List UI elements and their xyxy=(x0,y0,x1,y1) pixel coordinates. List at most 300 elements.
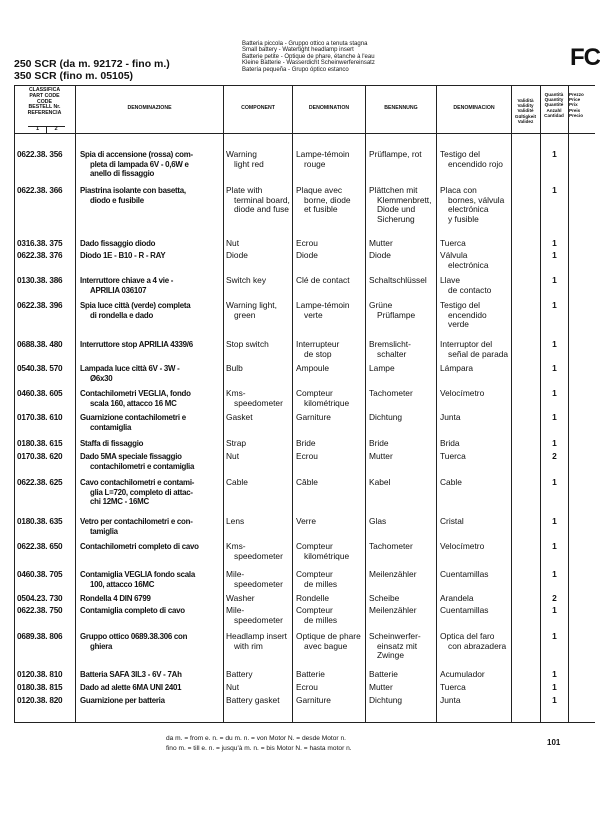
cell-line: Junta xyxy=(440,412,461,422)
header-text: PART CODE xyxy=(29,92,60,99)
cell-line: scala 160, attacco 16 MC xyxy=(90,398,177,408)
cell-line: Ecrou xyxy=(296,451,318,461)
cell-line: Cristal xyxy=(440,516,464,526)
cell-line: Velocímetro xyxy=(440,388,485,398)
col-header-spanish: DENOMINACION xyxy=(453,105,495,111)
cell-code: 0120.38. 820 xyxy=(17,696,63,705)
cell-fr xyxy=(296,594,364,604)
cell-line: 100, attacco 16MC xyxy=(90,579,155,589)
cell-code: 0688.38. 480 xyxy=(17,340,63,349)
cell-line: Prüflampe, rot xyxy=(369,149,422,159)
title-line: Batterie petite - Optique de phare, étanche à l'eau xyxy=(242,53,375,60)
cell-es xyxy=(440,301,510,330)
cell-code: 0460.38. 705 xyxy=(17,570,63,579)
cell-de xyxy=(369,452,435,462)
cell-line: Lampe-témoin xyxy=(296,300,350,310)
cell-line: Compteur xyxy=(296,541,333,551)
cell-line: einsatz mit xyxy=(377,640,418,651)
cell-line: electrónica xyxy=(448,204,489,215)
cell-line: Cable xyxy=(440,477,462,487)
cell-line: Mile- xyxy=(226,569,245,579)
cell-line: Junta xyxy=(440,695,461,705)
cell-line: Plate with xyxy=(226,185,263,195)
cell-fr xyxy=(296,452,364,462)
cell-line: chi 12MC - 16MC xyxy=(90,497,149,507)
cell-it xyxy=(80,364,222,383)
header-text: Cantidad xyxy=(544,112,564,118)
header-text: CODE xyxy=(37,98,52,105)
cell-es xyxy=(440,696,510,706)
cell-line: Zwinge xyxy=(377,650,404,661)
cell-line: Sicherung xyxy=(377,213,415,224)
cell-line: Glas xyxy=(369,516,387,526)
cell-de xyxy=(369,389,435,399)
cell-line: Guarnizione contachilometri e xyxy=(80,413,186,422)
cell-line: Ø6x30 xyxy=(90,373,113,383)
cell-fr xyxy=(296,389,364,408)
cell-line: diodo e fusibile xyxy=(90,195,144,205)
cell-line: Compteur xyxy=(296,388,333,398)
cell-de xyxy=(369,570,435,580)
cell-fr xyxy=(296,364,364,374)
cell-line: Warning xyxy=(226,149,257,159)
cell-code: 0460.38. 605 xyxy=(17,389,63,398)
cell-en xyxy=(226,478,291,488)
cell-line: Contamiglia completo di cavo xyxy=(80,606,185,615)
col-sub-2: 2 xyxy=(54,126,58,132)
footer-legend-from: da m. = from e. n. = du m. n. = von Motor N. = desde Motor n. xyxy=(166,735,346,742)
cell-fr xyxy=(296,670,364,680)
cell-es xyxy=(440,570,510,580)
cell-es xyxy=(440,517,510,527)
cell-en xyxy=(226,696,291,706)
cell-line: Acumulador xyxy=(440,669,485,679)
cell-line: Llave xyxy=(440,275,461,285)
cell-qty: 1 xyxy=(552,438,557,448)
cell-line: Mutter xyxy=(369,682,393,692)
cell-line: et fusible xyxy=(304,204,338,215)
cell-line: Grüne xyxy=(369,300,393,310)
cell-es xyxy=(440,632,510,651)
cell-fr xyxy=(296,150,364,169)
cell-es xyxy=(440,452,510,462)
cell-line: Interrupteur xyxy=(296,339,340,349)
cell-line: encendido xyxy=(448,309,487,320)
model-line-1: 250 SCR (da m. 92172 - fino m.) xyxy=(14,58,170,70)
cell-it xyxy=(80,439,222,449)
cell-code: 0622.38. 366 xyxy=(17,186,63,195)
cell-it xyxy=(80,340,222,350)
cell-line: Switch key xyxy=(226,275,267,285)
cell-qty: 1 xyxy=(552,477,557,487)
cell-line: Prüflampe xyxy=(377,309,416,320)
cell-line: Lampada luce città 6V - 3W - xyxy=(80,364,180,373)
cell-en xyxy=(226,594,291,604)
col-header-part-code xyxy=(15,88,74,117)
cell-es xyxy=(440,239,510,249)
cell-line: Válvula xyxy=(440,250,468,260)
cell-es xyxy=(440,594,510,604)
cell-line: Kms- xyxy=(226,388,246,398)
cell-line: Schaltschlüssel xyxy=(369,275,427,285)
cell-line: Cavo contachilometri e contami- xyxy=(80,478,195,487)
cell-it xyxy=(80,517,222,536)
cell-it xyxy=(80,478,222,507)
cell-es xyxy=(440,186,510,224)
cell-line: Garniture xyxy=(296,695,331,705)
cell-line: Dado 5MA speciale fissaggio xyxy=(80,452,182,461)
cell-it xyxy=(80,150,222,179)
cell-line: Testigo del xyxy=(440,149,481,159)
cell-qty: 1 xyxy=(552,669,557,679)
cell-code: 0540.38. 570 xyxy=(17,364,63,373)
cell-en xyxy=(226,683,291,693)
cell-en xyxy=(226,186,291,215)
cell-de xyxy=(369,413,435,423)
cell-line: Ecrou xyxy=(296,238,318,248)
col-header-german: BENENNUNG xyxy=(384,105,418,111)
cell-de xyxy=(369,606,435,616)
cell-it xyxy=(80,696,222,706)
cell-line: light red xyxy=(234,158,264,169)
header-text: Precio xyxy=(569,112,584,118)
cell-line: di rondella e dado xyxy=(90,310,154,320)
cell-line: Ecrou xyxy=(296,682,318,692)
cell-es xyxy=(440,683,510,693)
cell-fr xyxy=(296,570,364,589)
cell-qty: 1 xyxy=(552,682,557,692)
page-number: 101 xyxy=(547,738,561,747)
cell-line: Velocímetro xyxy=(440,541,485,551)
header-text: Validità xyxy=(517,98,534,103)
cell-it xyxy=(80,413,222,432)
cell-line: Cable xyxy=(226,477,248,487)
cell-line: Strap xyxy=(226,438,247,448)
cell-code: 0622.38. 396 xyxy=(17,301,63,310)
cell-fr xyxy=(296,251,364,261)
cell-line: contamiglia xyxy=(90,422,132,432)
cell-en xyxy=(226,542,291,561)
cell-line: green xyxy=(234,309,256,320)
header-text: CLASSIFICA xyxy=(28,87,61,93)
cell-en xyxy=(226,150,291,169)
header-text: REFERENCIA xyxy=(27,110,62,117)
cell-line: Nut xyxy=(226,682,240,692)
cell-de xyxy=(369,251,435,261)
cell-line: Diode xyxy=(296,250,318,260)
title-line: Small battery - Watertight headlamp insert xyxy=(242,47,354,54)
cell-line: Ampoule xyxy=(296,363,330,373)
cell-fr xyxy=(296,340,364,359)
cell-it xyxy=(80,570,222,589)
cell-line: Scheibe xyxy=(369,593,400,603)
cell-line: Diode xyxy=(226,250,248,260)
cell-code: 0180.38. 615 xyxy=(17,439,63,448)
cell-de xyxy=(369,517,435,527)
header-text: Anzahl xyxy=(546,107,562,113)
cell-fr xyxy=(296,632,364,651)
cell-line: Garniture xyxy=(296,412,331,422)
cell-line: de milles xyxy=(304,578,338,589)
cell-code: 0316.38. 375 xyxy=(17,239,63,248)
cell-it xyxy=(80,239,222,249)
cell-line: señal de parada xyxy=(448,348,509,359)
cell-en xyxy=(226,251,291,261)
cell-code: 0622.38. 750 xyxy=(17,606,63,615)
cell-de xyxy=(369,150,435,160)
cell-qty: 1 xyxy=(552,516,557,526)
header-text: BESTELL Nr. xyxy=(28,104,61,111)
cell-line: speedometer xyxy=(234,578,283,589)
cell-qty: 1 xyxy=(552,185,557,195)
cell-code: 0130.38. 386 xyxy=(17,276,63,285)
title-line: Batería pequeña - Grupo óptico estanco xyxy=(242,66,349,73)
cell-line: Clé de contact xyxy=(296,275,350,285)
cell-de xyxy=(369,239,435,249)
cell-line: Tachometer xyxy=(369,541,413,551)
cell-line: verte xyxy=(304,309,323,320)
cell-de xyxy=(369,542,435,552)
cell-fr xyxy=(296,439,364,449)
cell-line: con abrazadera xyxy=(448,640,507,651)
cell-en xyxy=(226,517,291,527)
cell-code: 0180.38. 635 xyxy=(17,517,63,526)
cell-fr xyxy=(296,276,364,286)
cell-code: 0622.38. 625 xyxy=(17,478,63,487)
cell-line: Tachometer xyxy=(369,388,413,398)
cell-line: Batteria SAFA 3IL3 - 6V - 7Ah xyxy=(80,670,182,679)
cell-qty: 1 xyxy=(552,388,557,398)
cell-line: terminal board, xyxy=(234,194,290,205)
section-title xyxy=(242,41,375,73)
cell-line: Testigo del xyxy=(440,300,481,310)
cell-line: Rondelle xyxy=(296,593,330,603)
section-code: FC xyxy=(570,44,600,71)
cell-line: speedometer xyxy=(234,614,283,625)
cell-line: bornes, válvula xyxy=(448,194,505,205)
cell-it xyxy=(80,452,222,471)
cell-line: diode and fuse xyxy=(234,204,289,215)
cell-es xyxy=(440,276,510,295)
cell-es xyxy=(440,413,510,423)
cell-de xyxy=(369,696,435,706)
cell-de xyxy=(369,340,435,359)
cell-line: Kms- xyxy=(226,541,246,551)
cell-it xyxy=(80,632,222,651)
cell-line: Lampe-témoin xyxy=(296,149,350,159)
col-header-english: COMPONENT xyxy=(241,105,275,111)
cell-line: Compteur xyxy=(296,605,333,615)
footer-legend-till: fino m. = till e. n. = jusqu'à m. n. = bis Motor N. = hasta motor n. xyxy=(166,745,352,752)
cell-en xyxy=(226,439,291,449)
header-text: Prix xyxy=(569,102,578,108)
cell-line: Lampe xyxy=(369,363,395,373)
cell-es xyxy=(440,389,510,399)
header-text: Quantità xyxy=(544,92,564,97)
cell-qty: 1 xyxy=(552,569,557,579)
cell-qty: 1 xyxy=(552,339,557,349)
cell-es xyxy=(440,251,510,270)
col-header-italian: DENOMINAZIONE xyxy=(127,105,172,111)
cell-line: Diode und xyxy=(377,204,416,215)
title-line: Kleine Batterie - Wasserdicht Scheinwerfereinsatz xyxy=(242,60,375,67)
cell-line: Vetro per contachilometri e con- xyxy=(80,517,193,526)
cell-line: tamiglia xyxy=(90,526,118,536)
cell-line: APRILIA 036107 xyxy=(90,285,147,295)
cell-line: Dado ad alette 6MA UNI 2401 xyxy=(80,683,182,692)
cell-line: Diodo 1E - B10 - R - RAY xyxy=(80,251,166,260)
cell-qty: 1 xyxy=(552,541,557,551)
cell-qty: 1 xyxy=(552,275,557,285)
cell-code: 0504.23. 730 xyxy=(17,594,63,603)
cell-qty: 1 xyxy=(552,605,557,615)
cell-line: Nut xyxy=(226,451,240,461)
cell-line: Klemmenbrett, xyxy=(377,194,432,205)
cell-es xyxy=(440,364,510,374)
cell-line: Rondella 4 DIN 6799 xyxy=(80,594,151,603)
cell-line: Batterie xyxy=(296,669,325,679)
cell-it xyxy=(80,594,222,604)
cell-line: with rim xyxy=(234,640,263,651)
cell-qty: 1 xyxy=(552,363,557,373)
cell-qty: 1 xyxy=(552,238,557,248)
col-header-quantity xyxy=(540,92,568,118)
cell-line: glia L=720, completo di attac- xyxy=(90,487,193,497)
cell-es xyxy=(440,340,510,359)
cell-line: Placa con xyxy=(440,185,477,195)
cell-de xyxy=(369,186,435,224)
cell-es xyxy=(440,150,510,169)
cell-it xyxy=(80,389,222,408)
cell-es xyxy=(440,478,510,488)
cell-line: Kabel xyxy=(369,477,391,487)
cell-line: Plättchen mit xyxy=(369,185,418,195)
cell-line: Plaque avec xyxy=(296,185,343,195)
cell-line: Mile- xyxy=(226,605,245,615)
cell-es xyxy=(440,606,510,616)
cell-line: Contamiglia VEGLIA fondo scala xyxy=(80,570,195,579)
cell-fr xyxy=(296,186,364,215)
cell-line: Warning light, xyxy=(226,300,277,310)
cell-es xyxy=(440,670,510,680)
cell-line: Tuerca xyxy=(440,451,466,461)
cell-de xyxy=(369,632,435,661)
cell-line: Interruptor del xyxy=(440,339,493,349)
cell-fr xyxy=(296,478,364,488)
header-text: Validez xyxy=(517,118,534,124)
cell-line: Contachilometri completo di cavo xyxy=(80,542,199,551)
cell-qty: 1 xyxy=(552,300,557,310)
cell-line: speedometer xyxy=(234,550,283,561)
cell-it xyxy=(80,683,222,693)
cell-line: Gasket xyxy=(226,412,253,422)
cell-qty: 1 xyxy=(552,631,557,641)
cell-it xyxy=(80,670,222,680)
cell-line: ghiera xyxy=(90,641,113,651)
cell-line: Battery xyxy=(226,669,253,679)
cell-qty: 1 xyxy=(552,412,557,422)
cell-line: Diode xyxy=(369,250,391,260)
cell-de xyxy=(369,364,435,374)
cell-line: Dichtung xyxy=(369,412,403,422)
cell-line: Lens xyxy=(226,516,245,526)
cell-line: pleta di lampada 6V - 0,6W e xyxy=(90,159,189,169)
cell-line: Scheinwerfer- xyxy=(369,631,421,641)
cell-line: Bride xyxy=(369,438,389,448)
cell-qty: 2 xyxy=(552,451,557,461)
cell-en xyxy=(226,606,291,625)
cell-en xyxy=(226,452,291,462)
cell-fr xyxy=(296,696,364,706)
cell-line: encendido rojo xyxy=(448,158,503,169)
cell-en xyxy=(226,632,291,651)
cell-line: Batterie xyxy=(369,669,398,679)
cell-code: 0689.38. 806 xyxy=(17,632,63,641)
cell-fr xyxy=(296,542,364,561)
cell-en xyxy=(226,340,291,350)
cell-line: Bride xyxy=(296,438,316,448)
cell-line: anello di fissaggio xyxy=(90,169,155,179)
cell-en xyxy=(226,670,291,680)
cell-line: Optica del faro xyxy=(440,631,495,641)
cell-line: Arandela xyxy=(440,593,474,603)
header-text: Gültigkeit xyxy=(514,113,537,119)
cell-line: Staffa di fissaggio xyxy=(80,439,144,448)
header-text: Quantité xyxy=(544,102,564,108)
cell-line: Guarnizione per batteria xyxy=(80,696,165,705)
cell-it xyxy=(80,186,222,205)
cell-it xyxy=(80,542,222,552)
cell-code: 0622.38. 356 xyxy=(17,150,63,159)
cell-en xyxy=(226,301,291,320)
cell-code: 0170.38. 620 xyxy=(17,452,63,461)
cell-de xyxy=(369,670,435,680)
cell-de xyxy=(369,683,435,693)
cell-qty: 2 xyxy=(552,593,557,603)
header-text: Price xyxy=(569,97,581,103)
cell-line: Headlamp insert xyxy=(226,631,287,641)
cell-line: Spia luce città (verde) completa xyxy=(80,301,191,310)
cell-en xyxy=(226,276,291,286)
cell-fr xyxy=(296,683,364,693)
cell-line: de stop xyxy=(304,348,332,359)
col-header-validity xyxy=(511,98,540,124)
cell-line: Bremslicht- xyxy=(369,339,411,349)
cell-line: Nut xyxy=(226,238,240,248)
cell-line: Bulb xyxy=(226,363,243,373)
cell-line: Contachilometri VEGLIA, fondo xyxy=(80,389,191,398)
cell-line: Interruttore chiave a 4 vie - xyxy=(80,276,174,285)
title-line: Batteria piccola - Gruppo ottico a tenuta stagna xyxy=(242,41,368,47)
cell-line: Brida xyxy=(440,438,460,448)
cell-fr xyxy=(296,301,364,320)
col-sub-1: 1 xyxy=(35,126,40,132)
cell-fr xyxy=(296,239,364,249)
header-text: Validité xyxy=(517,108,534,114)
cell-line: Meilenzähler xyxy=(369,605,417,615)
cell-line: Tuerca xyxy=(440,682,466,692)
cell-line: Cuentamillas xyxy=(440,569,489,579)
cell-es xyxy=(440,439,510,449)
cell-line: kilométrique xyxy=(304,397,350,408)
cell-line: Mutter xyxy=(369,238,393,248)
model-line-2: 350 SCR (fino m. 05105) xyxy=(14,70,134,82)
cell-fr xyxy=(296,517,364,527)
cell-line: rouge xyxy=(304,158,326,169)
cell-line: Piastrina isolante con basetta, xyxy=(80,186,186,195)
col-header-price xyxy=(569,92,597,118)
cell-en xyxy=(226,239,291,249)
